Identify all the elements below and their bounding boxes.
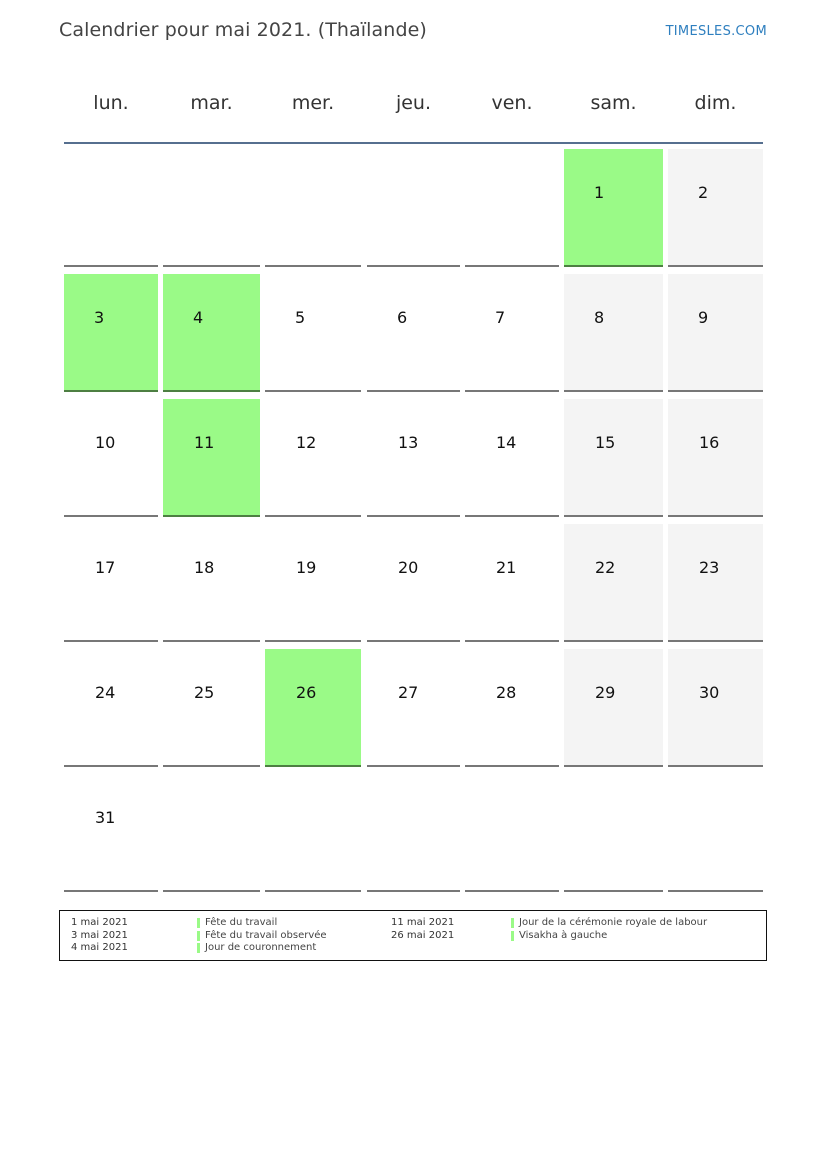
- page-title: Calendrier pour mai 2021. (Thaïlande): [59, 19, 427, 41]
- day-number: 14: [496, 433, 517, 452]
- legend-color-marker: [197, 943, 200, 953]
- legend-color-marker: [197, 931, 200, 941]
- day-cell[interactable]: [465, 649, 559, 767]
- day-number: 23: [699, 558, 720, 577]
- legend-date: 26 mai 2021: [391, 929, 455, 941]
- empty-day-cell: [265, 149, 361, 267]
- empty-day-cell: [465, 774, 559, 892]
- day-cell[interactable]: [163, 524, 260, 642]
- holiday-day-cell[interactable]: [64, 274, 158, 392]
- day-number: 3: [94, 308, 105, 327]
- day-cell[interactable]: [367, 399, 460, 517]
- weekday-label: lun.: [93, 92, 129, 114]
- legend-holiday-name: Fête du travail observée: [205, 929, 327, 941]
- day-number: 10: [95, 433, 116, 452]
- day-number: 6: [397, 308, 408, 327]
- weekday-label: mar.: [190, 92, 233, 114]
- empty-day-cell: [367, 774, 460, 892]
- day-number: 16: [699, 433, 720, 452]
- header-divider: [64, 142, 763, 144]
- day-cell[interactable]: [265, 524, 361, 642]
- day-cell[interactable]: [564, 524, 663, 642]
- legend-color-marker: [511, 918, 514, 928]
- day-number: 27: [398, 683, 419, 702]
- day-cell[interactable]: [367, 524, 460, 642]
- day-number: 19: [296, 558, 317, 577]
- day-cell[interactable]: [564, 274, 663, 392]
- day-number: 20: [398, 558, 419, 577]
- day-cell[interactable]: [465, 274, 559, 392]
- day-number: 12: [296, 433, 317, 452]
- legend-holiday-name: Visakha à gauche: [519, 929, 608, 941]
- empty-day-cell: [367, 149, 460, 267]
- legend-date: 4 mai 2021: [71, 942, 128, 953]
- legend-date: 11 mai 2021: [391, 917, 455, 928]
- day-cell[interactable]: [564, 399, 663, 517]
- day-number: 11: [194, 433, 215, 452]
- day-number: 17: [95, 558, 116, 577]
- legend-color-marker: [511, 931, 514, 941]
- day-cell[interactable]: [564, 649, 663, 767]
- empty-day-cell: [564, 774, 663, 892]
- empty-day-cell: [668, 774, 763, 892]
- day-cell[interactable]: [265, 399, 361, 517]
- day-number: 28: [496, 683, 517, 702]
- weekday-label: sam.: [590, 92, 637, 114]
- day-number: 7: [495, 308, 506, 327]
- legend-holiday-name: Fête du travail: [205, 917, 278, 928]
- weekday-label: dim.: [694, 92, 737, 114]
- day-cell[interactable]: [668, 399, 763, 517]
- day-number: 24: [95, 683, 116, 702]
- day-cell[interactable]: [465, 524, 559, 642]
- day-number: 26: [296, 683, 317, 702]
- day-number: 25: [194, 683, 215, 702]
- day-number: 21: [496, 558, 517, 577]
- day-cell[interactable]: [367, 649, 460, 767]
- day-cell[interactable]: [64, 399, 158, 517]
- empty-day-cell: [265, 774, 361, 892]
- holiday-day-cell[interactable]: [163, 399, 260, 517]
- day-number: 13: [398, 433, 419, 452]
- day-number: 31: [95, 808, 116, 827]
- day-number: 29: [595, 683, 616, 702]
- holiday-day-cell[interactable]: [564, 149, 663, 267]
- day-cell[interactable]: [64, 774, 158, 892]
- legend-color-marker: [197, 918, 200, 928]
- day-number: 1: [594, 183, 605, 202]
- day-cell[interactable]: [265, 274, 361, 392]
- empty-day-cell: [465, 149, 559, 267]
- empty-day-cell: [163, 149, 260, 267]
- holiday-day-cell[interactable]: [265, 649, 361, 767]
- day-number: 22: [595, 558, 616, 577]
- day-cell[interactable]: [64, 524, 158, 642]
- legend-date: 1 mai 2021: [71, 917, 128, 928]
- day-number: 2: [698, 183, 709, 202]
- weekday-header: [64, 80, 763, 128]
- day-number: 18: [194, 558, 215, 577]
- empty-day-cell: [163, 774, 260, 892]
- legend-holiday-name: Jour de la cérémonie royale de labour: [519, 917, 708, 928]
- weekday-label: jeu.: [395, 92, 432, 114]
- weekday-label: mer.: [291, 92, 335, 114]
- day-cell[interactable]: [668, 274, 763, 392]
- day-number: 15: [595, 433, 616, 452]
- weekday-label: ven.: [491, 92, 533, 114]
- day-cell[interactable]: [367, 274, 460, 392]
- day-number: 4: [193, 308, 204, 327]
- day-cell[interactable]: [465, 399, 559, 517]
- day-number: 9: [698, 308, 709, 327]
- holiday-day-cell[interactable]: [163, 274, 260, 392]
- day-cell[interactable]: [668, 149, 763, 267]
- day-number: 30: [699, 683, 720, 702]
- legend-date: 3 mai 2021: [71, 929, 128, 941]
- legend-holiday-name: Jour de couronnement: [205, 942, 317, 953]
- day-number: 5: [295, 308, 306, 327]
- brand-link[interactable]: TIMESLES.COM: [665, 24, 767, 39]
- day-cell[interactable]: [668, 649, 763, 767]
- day-number: 8: [594, 308, 605, 327]
- empty-day-cell: [64, 149, 158, 267]
- day-cell[interactable]: [668, 524, 763, 642]
- holiday-legend: [59, 910, 767, 961]
- day-cell[interactable]: [163, 649, 260, 767]
- day-cell[interactable]: [64, 649, 158, 767]
